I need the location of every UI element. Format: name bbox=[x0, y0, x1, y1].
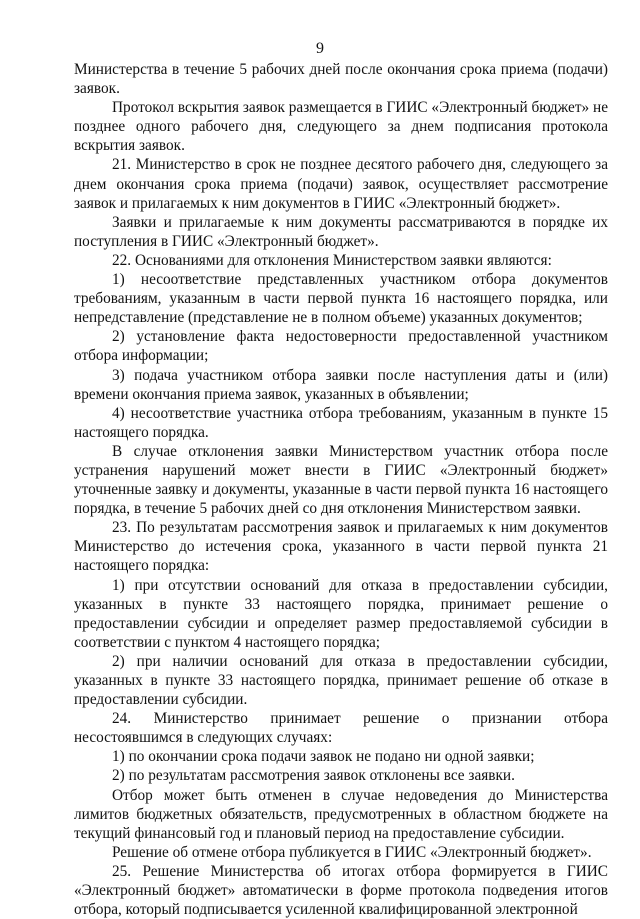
paragraph-clause-23: 23. По результатам рассмотрения заявок и прилагаемых к ним документов Министерство до истечения срока, указанного в части первой пункта 21 настоящего порядка: bbox=[74, 519, 608, 575]
paragraph-cancellation: Отбор может быть отменен в случае недоведения до Министерства лимитов бюджетных обязательств, предусмотренных в областном бюджете на текущий финансовый год и плановый период на предоставление субсидии. bbox=[74, 786, 608, 842]
paragraph-clause-24: 24. Министерство принимает решение о признании отбора несостоявшимся в следующих случаях: bbox=[74, 710, 608, 747]
paragraph-cancellation-publication: Решение об отмене отбора публикуется в ГИИС «Электронный бюджет». bbox=[112, 843, 592, 861]
list-item-22-4: 4) несоответствие участника отбора требованиям, указанным в пункте 15 настоящего порядка. bbox=[74, 404, 608, 441]
paragraph-review-order: Заявки и прилагаемые к ним документы рассматриваются в порядке их поступления в ГИИС «Электронный бюджет». bbox=[74, 213, 608, 250]
paragraph-clause-25: 25. Решение Министерства об итогах отбора формируется в ГИИС «Электронный бюджет» автоматически в форме протокола подведения итогов отбора, который подписывается усиленной квалифицированной электронной bbox=[74, 862, 608, 919]
page-number: 9 bbox=[316, 40, 324, 57]
paragraph-continuation: Министерства в течение 5 рабочих дней после окончания срока приема (подачи) заявок. bbox=[74, 61, 608, 98]
paragraph-clause-21: 21. Министерство в срок не позднее десятого рабочего дня, следующего за днем окончания срока приема (подачи) заявок, осуществляет рассмотрение заявок и прилагаемых к ним документов в ГИИС «Электронный бюджет». bbox=[74, 156, 608, 212]
paragraph-clause-22: 22. Основаниями для отклонения Министерством заявки являются: bbox=[112, 251, 552, 269]
list-item-24-2: 2) по результатам рассмотрения заявок отклонены все заявки. bbox=[112, 767, 515, 785]
list-item-23-1: 1) при отсутствии оснований для отказа в предоставлении субсидии, указанных в пункте 33 настоящего порядка, принимает решение о предоставлении субсидии и определяет размер предоставляемой субсидии в соответствии с пунктом 4 настоящего порядка; bbox=[74, 576, 608, 651]
list-item-24-1: 1) по окончании срока подачи заявок не подано ни одной заявки; bbox=[112, 748, 535, 766]
paragraph-rejection-resubmit: В случае отклонения заявки Министерством участник отбора после устранения нарушений может внести в ГИИС «Электронный бюджет» уточненные заявку и документы, указанные в части первой пункта 16 настоящего порядка, в течение 5 рабочих дней со дня отклонения Министерством заявки. bbox=[74, 442, 608, 518]
list-item-22-2: 2) установление факта недостоверности предоставленной участником отбора информации; bbox=[74, 328, 608, 365]
list-item-22-1: 1) несоответствие представленных участником отбора документов требованиям, указанным в части первой пункта 16 настоящего порядка, или непредставление (представление не в полном объеме) указанных документов; bbox=[74, 271, 608, 327]
list-item-22-3: 3) подача участником отбора заявки после наступления даты и (или) времени окончания приема заявок, указанных в объявлении; bbox=[74, 366, 608, 403]
list-item-23-2: 2) при наличии оснований для отказа в предоставлении субсидии, указанных в пункте 33 настоящего порядка, принимает решение об отказе в предоставлении субсидии. bbox=[74, 652, 608, 709]
document-body bbox=[74, 60, 608, 919]
paragraph-protocol-publication: Протокол вскрытия заявок размещается в ГИИС «Электронный бюджет» не позднее одного рабочего дня, следующего за днем подписания протокола вскрытия заявок. bbox=[74, 99, 608, 155]
